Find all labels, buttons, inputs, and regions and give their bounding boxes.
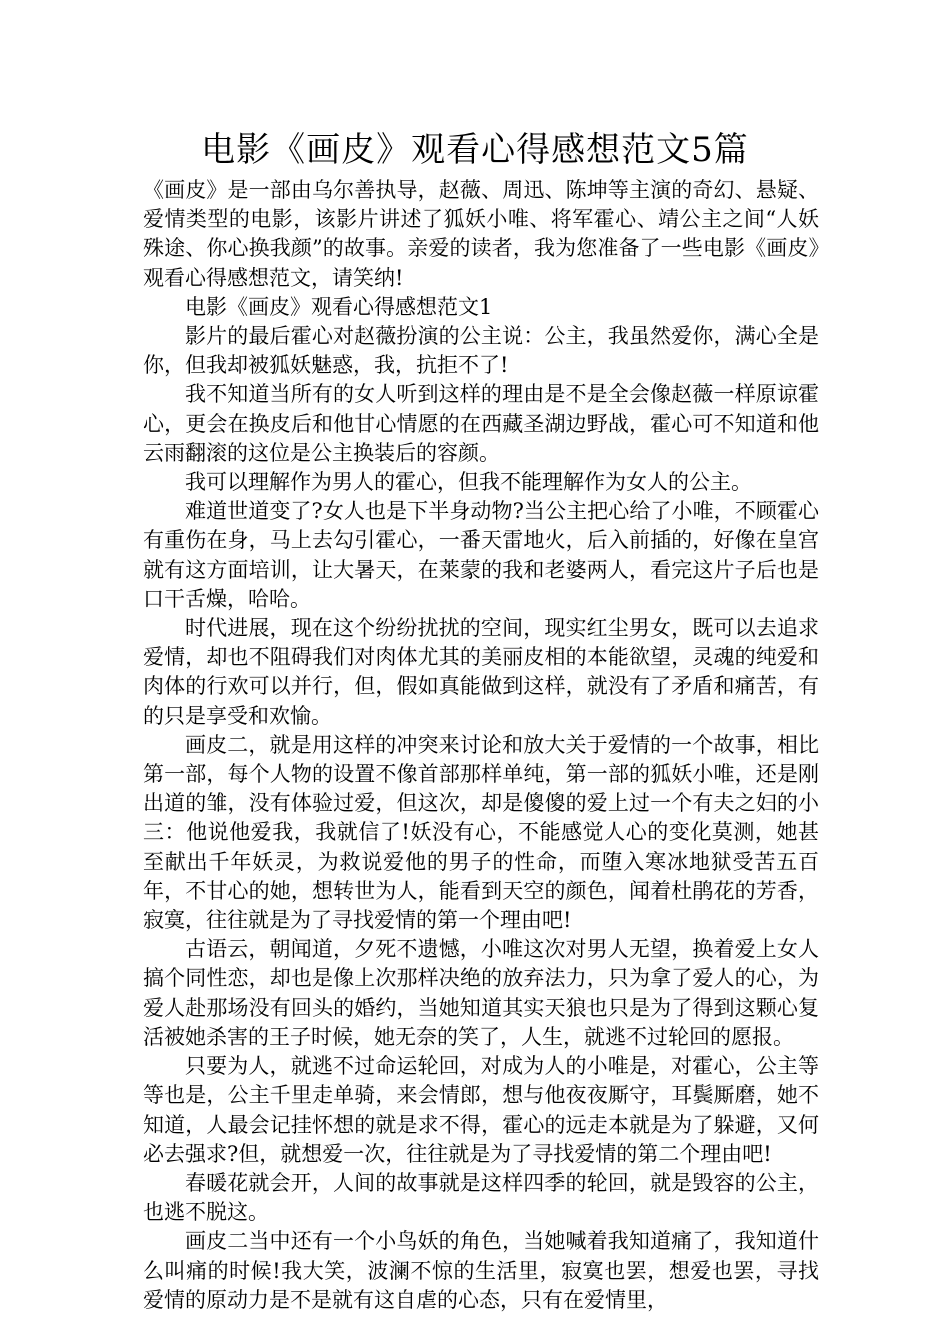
body-paragraph: 画皮二当中还有一个小鸟妖的角色，当她喊着我知道痛了，我知道什么叫痛的时候!我大笑，波澜不惊的生活里，寂寞也罢，想爱也罢，寻找爱情的原动力是不是就有这自虐的心态，只有在爱情里， — [143, 1229, 819, 1312]
body-paragraph: 我不知道当所有的女人听到这样的理由是不是全会像赵薇一样原谅霍心，更会在换皮后和他甘心情愿的在西藏圣湖边野战，霍心可不知道和他云雨翻滚的这位是公主换装后的容颜。 — [143, 382, 819, 465]
body-paragraph: 影片的最后霍心对赵薇扮演的公主说：公主，我虽然爱你，满心全是你，但我却被狐妖魅惑，我，抗拒不了! — [143, 324, 819, 378]
document-title: 电影《画皮》观看心得感想范文5篇 — [201, 130, 749, 170]
intro-paragraph: 《画皮》是一部由乌尔善执导，赵薇、周迅、陈坤等主演的奇幻、悬疑、爱情类型的电影，该影片讲述了狐妖小唯、将军霍心、靖公主之间“人妖殊途、你心换我颜”的故事。亲爱的读者，我为您准备了一些电影《画皮》观看心得感想范文，请笑纳! — [143, 178, 819, 290]
body-paragraph: 只要为人，就逃不过命运轮回，对成为人的小唯是，对霍心，公主等等也是，公主千里走单骑，来会情郎，想与他夜夜厮守，耳鬓厮磨，她不知道，人最会记挂怀想的就是求不得，霍心的远走本就是为了躲避，又何必去强求?但，就想爱一次，往往就是为了寻找爱情的第二个理由吧! — [143, 1054, 819, 1166]
body-paragraph: 难道世道变了?女人也是下半身动物?当公主把心给了小唯，不顾霍心有重伤在身，马上去勾引霍心，一番天雷地火，后入前插的，好像在皇宫就有这方面培训，让大暑天，在莱蒙的我和老婆两人，看完这片子后也是口干舌燥，哈哈。 — [143, 499, 819, 611]
document-body — [143, 176, 819, 1315]
body-paragraph: 画皮二，就是用这样的冲突来讨论和放大关于爱情的一个故事，相比第一部，每个人物的设置不像首部那样单纯，第一部的狐妖小唯，还是刚出道的雏，没有体验过爱，但这次，却是傻傻的爱上过一个有夫之妇的小三：他说他爱我，我就信了!妖没有心，不能感觉人心的变化莫测，她甚至献出千年妖灵，为救说爱他的男子的性命，而堕入寒冰地狱受苦五百年，不甘心的她，想转世为人，能看到天空的颜色，闻着杜鹃花的芳香，寂寞，往往就是为了寻找爱情的第一个理由吧! — [143, 732, 819, 933]
body-paragraph: 春暖花就会开，人间的故事就是这样四季的轮回，就是毁容的公主，也逃不脱这。 — [143, 1170, 819, 1225]
section-heading: 电影《画皮》观看心得感想范文1 — [185, 294, 493, 319]
body-paragraph: 我可以理解作为男人的霍心，但我不能理解作为女人的公主。 — [185, 470, 752, 495]
body-paragraph: 时代进展，现在这个纷纷扰扰的空间，现实红尘男女，既可以去追求爱情，却也不阻碍我们对肉体尤其的美丽皮相的本能欲望，灵魂的纯爱和肉体的行欢可以并行，但，假如真能做到这样，就没有了矛盾和痛苦，有的只是享受和欢愉。 — [143, 616, 819, 728]
body-paragraph: 古语云，朝闻道，夕死不遗憾，小唯这次对男人无望，换着爱上女人搞个同性恋，却也是像上次那样决绝的放弃法力，只为拿了爱人的心，为爱人赴那场没有回头的婚约，当她知道其实天狼也只是为了得到这颗心复活被她杀害的王子时候，她无奈的笑了，人生，就逃不过轮回的愿报。 — [143, 937, 819, 1049]
